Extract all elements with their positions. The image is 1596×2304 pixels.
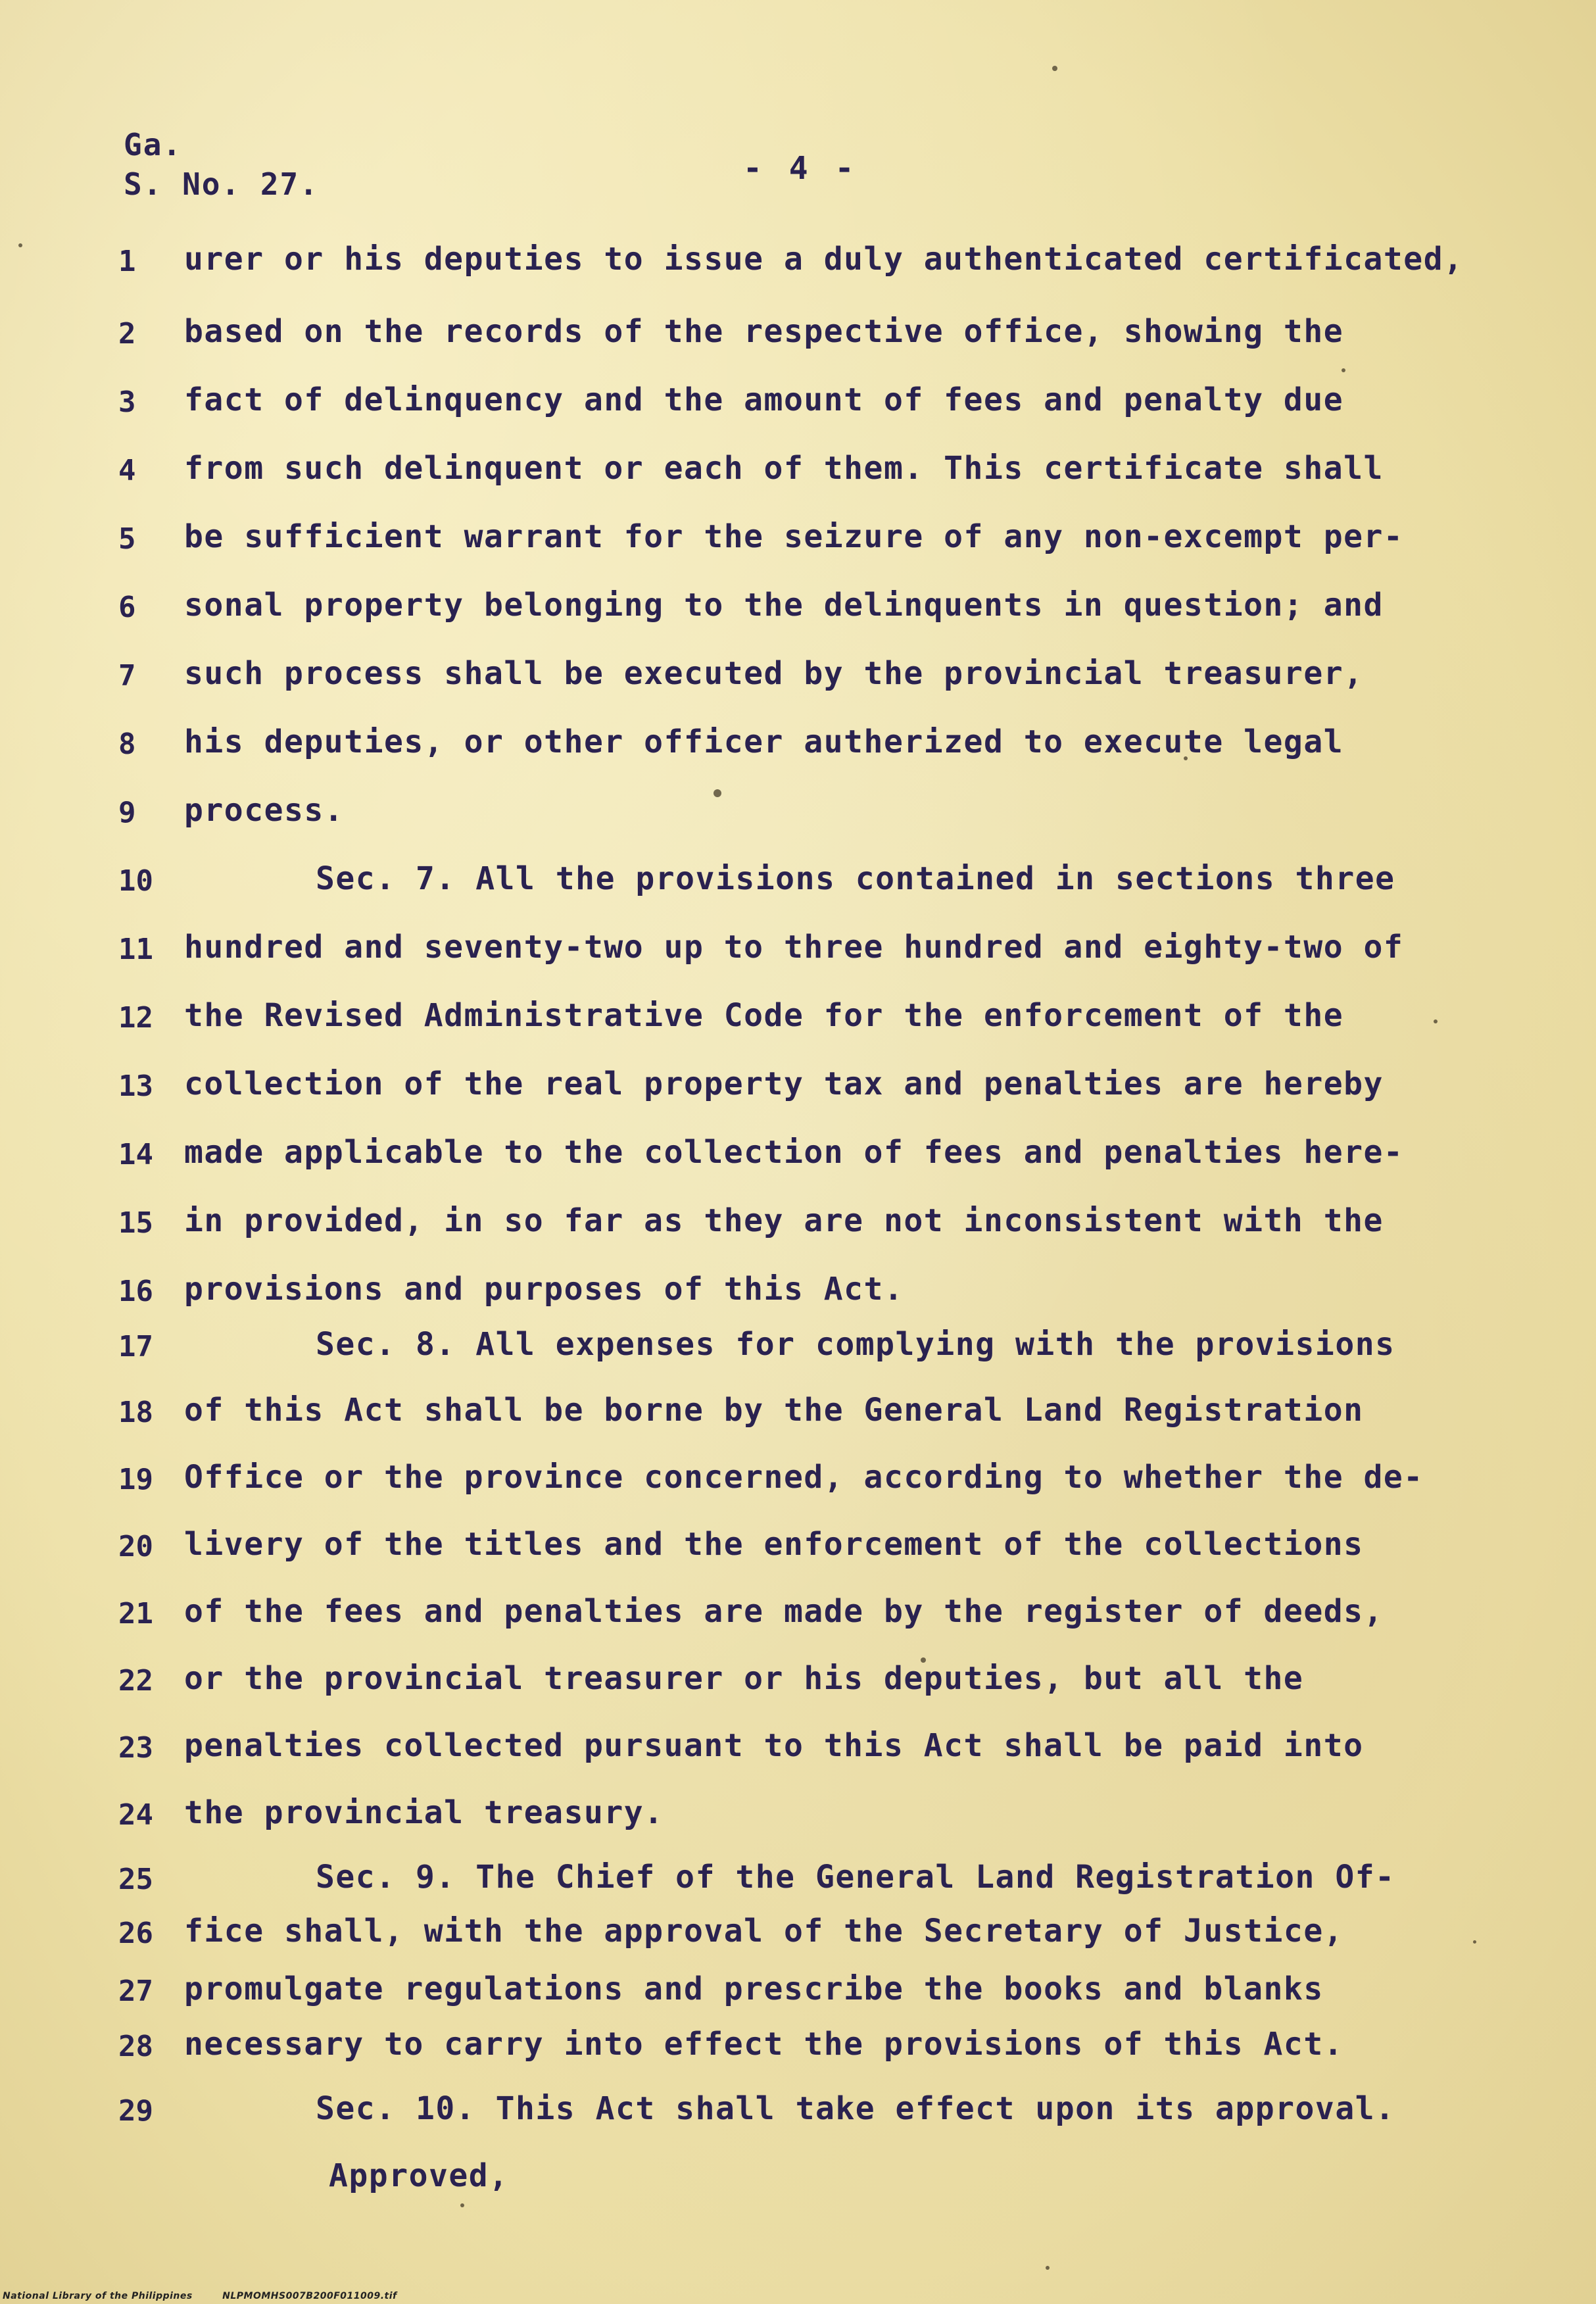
text-line <box>0 1907 1596 1967</box>
library-credit: National Library of the Philippines <box>3 2291 193 2301</box>
line-number: 29 <box>118 2094 153 2128</box>
line-text: of this Act shall be borne by the General Land Registration <box>184 1392 1364 1429</box>
line-text: urer or his deputies to issue a duly authenticated certificated, <box>184 241 1464 278</box>
line-text: fice shall, with the approval of the Secretary of Justice, <box>184 1913 1344 1949</box>
text-line <box>0 1789 1596 1848</box>
line-text: the provincial treasury. <box>184 1794 664 1831</box>
line-text: process. <box>184 792 345 829</box>
line-text: or the provincial treasurer or his deputies, but all the <box>184 1660 1304 1697</box>
text-line <box>0 1386 1596 1446</box>
line-number: 4 <box>118 454 136 487</box>
text-line <box>0 923 1596 983</box>
line-text: such process shall be executed by the provincial treasurer, <box>184 655 1364 692</box>
line-text: Sec. 10. This Act shall take effect upon its approval. <box>316 2090 1395 2127</box>
line-text: provisions and purposes of this Act. <box>184 1271 904 1308</box>
line-number: 12 <box>118 1001 153 1035</box>
line-number: 19 <box>118 1463 153 1496</box>
line-text: the Revised Administrative Code for the enforcement of the <box>184 997 1344 1034</box>
line-text: Sec. 9. The Chief of the General Land Registration Of- <box>316 1859 1395 1896</box>
text-line <box>0 2085 1596 2144</box>
line-text: livery of the titles and the enforcement of the collections <box>184 1526 1364 1563</box>
line-number: 21 <box>118 1597 153 1630</box>
file-identifier: NLPMOMHS007B200F011009.tif <box>222 2291 397 2301</box>
line-number: 9 <box>118 796 136 829</box>
bill-prefix: Ga. <box>124 127 183 162</box>
line-number: 27 <box>118 1974 153 2008</box>
line-text: penalties collected pursuant to this Act shall be paid into <box>184 1727 1364 1764</box>
text-line <box>0 1060 1596 1119</box>
text-line <box>0 445 1596 504</box>
line-number: 8 <box>118 727 136 761</box>
line-text: sonal property belonging to the delinquents in question; and <box>184 587 1384 624</box>
text-line <box>0 513 1596 572</box>
text-line <box>0 1129 1596 1188</box>
line-number: 7 <box>118 659 136 693</box>
line-number: 10 <box>118 864 153 898</box>
text-line <box>0 1853 1596 1913</box>
text-line <box>0 1965 1596 2024</box>
line-number: 23 <box>118 1731 153 1765</box>
line-text: be sufficient warrant for the seizure of any non-excempt per- <box>184 518 1404 555</box>
line-number: 24 <box>118 1798 153 1832</box>
text-line <box>0 581 1596 641</box>
line-text: necessary to carry into effect the provisions of this Act. <box>184 2026 1344 2063</box>
text-line <box>0 1722 1596 1781</box>
text-line <box>0 1588 1596 1647</box>
line-number: 18 <box>118 1396 153 1429</box>
line-number: 28 <box>118 2030 153 2063</box>
archive-footer <box>3 2291 423 2301</box>
line-text: Sec. 7. All the provisions contained in sections three <box>316 860 1395 897</box>
line-text: collection of the real property tax and penalties are hereby <box>184 1066 1384 1102</box>
line-number: 3 <box>118 385 136 419</box>
text-line <box>0 235 1596 295</box>
line-number: 11 <box>118 933 153 966</box>
line-text: Sec. 8. All expenses for complying with the provisions <box>316 1326 1395 1363</box>
line-number: 26 <box>118 1917 153 1950</box>
line-text: his deputies, or other officer autherized to execute legal <box>184 723 1344 760</box>
line-number: 17 <box>118 1330 153 1363</box>
line-number: 20 <box>118 1530 153 1563</box>
text-line <box>0 787 1596 846</box>
line-text: promulgate regulations and prescribe the books and blanks <box>184 1971 1324 2007</box>
line-text: of the fees and penalties are made by the register of deeds, <box>184 1593 1384 1630</box>
text-line <box>0 1265 1596 1325</box>
text-line <box>0 376 1596 435</box>
text-line <box>0 650 1596 709</box>
text-line <box>0 2021 1596 2080</box>
line-text: based on the records of the respective office, showing the <box>184 313 1344 350</box>
line-text: from such delinquent or each of them. This certificate shall <box>184 450 1384 487</box>
line-text: Office or the province concerned, according to whether the de- <box>184 1459 1424 1496</box>
line-number: 15 <box>118 1206 153 1240</box>
line-number: 25 <box>118 1863 153 1896</box>
closing-approved: Approved, <box>329 2157 509 2194</box>
text-line <box>0 1454 1596 1513</box>
page-number: - 4 - <box>743 150 858 187</box>
line-number: 2 <box>118 317 136 351</box>
text-line <box>0 855 1596 914</box>
text-line <box>0 1197 1596 1256</box>
bill-number: S. No. 27. <box>124 166 319 202</box>
line-text: made applicable to the collection of fees and penalties here- <box>184 1134 1404 1171</box>
text-line <box>0 718 1596 777</box>
line-text: in provided, in so far as they are not inconsistent with the <box>184 1202 1384 1239</box>
line-text: fact of delinquency and the amount of fees and penalty due <box>184 381 1344 418</box>
text-line <box>0 1655 1596 1714</box>
line-number: 14 <box>118 1138 153 1171</box>
text-line <box>0 1521 1596 1580</box>
line-text: hundred and seventy-two up to three hundred and eighty-two of <box>184 929 1404 966</box>
text-line <box>0 1321 1596 1380</box>
text-line <box>0 308 1596 367</box>
text-line <box>0 992 1596 1051</box>
line-number: 22 <box>118 1664 153 1698</box>
line-number: 16 <box>118 1275 153 1308</box>
line-number: 1 <box>118 245 136 278</box>
line-number: 6 <box>118 591 136 624</box>
line-number: 13 <box>118 1069 153 1103</box>
line-number: 5 <box>118 522 136 556</box>
